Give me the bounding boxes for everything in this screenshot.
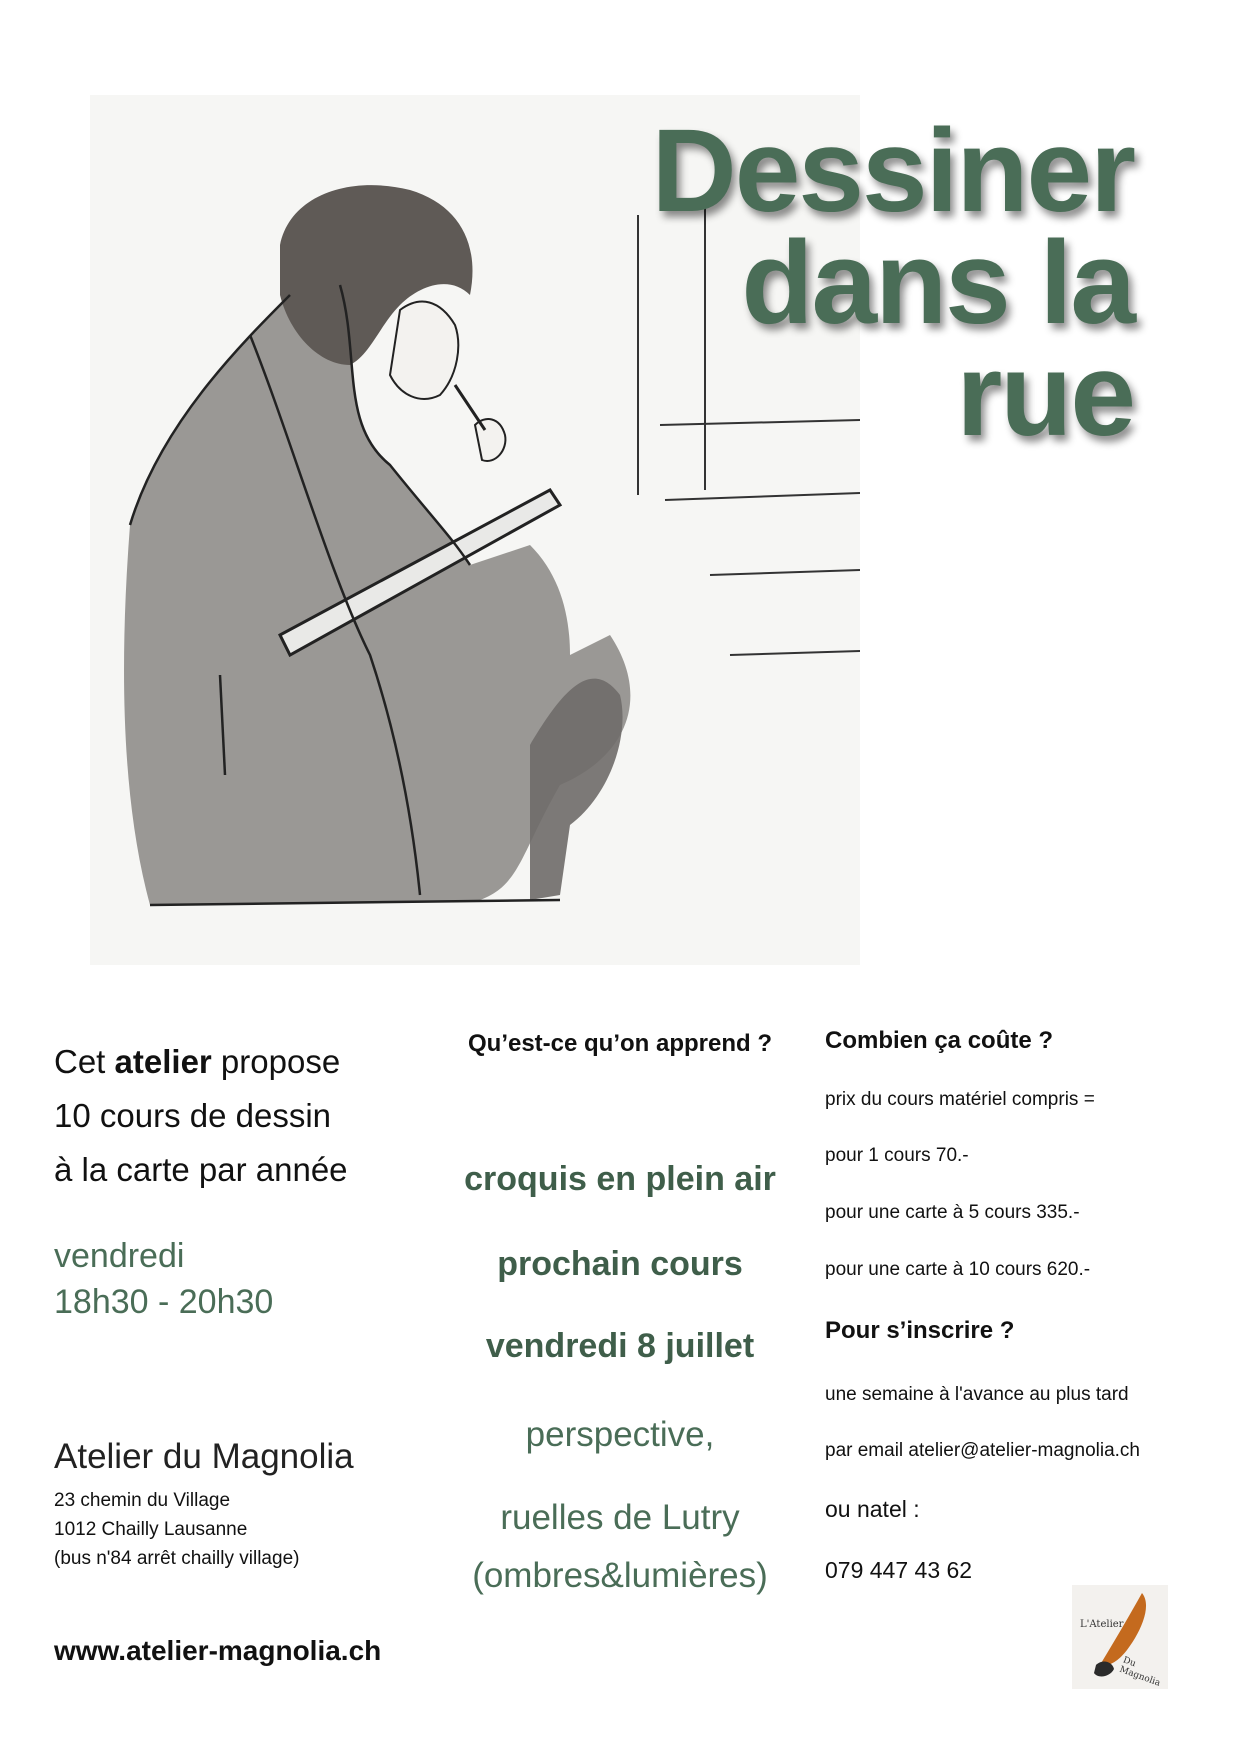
intro-line-3: à la carte par année — [54, 1151, 348, 1188]
pricing-line-4: pour une carte à 10 cours 620.- — [825, 1259, 1091, 1280]
logo-text-1: L'Atelier — [1080, 1619, 1124, 1630]
address-line-1: 23 chemin du Village — [54, 1490, 231, 1511]
signup-heading: Pour s’inscrire ? — [825, 1317, 1015, 1344]
intro-line-1-post: propose — [211, 1043, 341, 1080]
intro-line-1 — [54, 1035, 434, 1089]
intro-text — [54, 1035, 434, 1197]
signup-email[interactable]: par email atelier@atelier-magnolia.ch — [825, 1440, 1140, 1461]
address-line-3: (bus n'84 arrêt chailly village) — [54, 1548, 300, 1569]
logo-text-2: Du Magnolia — [1118, 1655, 1162, 1689]
venue-address — [54, 1486, 299, 1573]
title-line-1: Dessiner — [651, 105, 1134, 237]
title-line-2: dans la — [741, 217, 1134, 349]
signup-line-3: ou natel : — [825, 1496, 920, 1522]
learn-detail-1: perspective, — [525, 1415, 715, 1454]
pricing-line-3: pour une carte à 5 cours 335.- — [825, 1202, 1080, 1223]
title-line-3: rue — [956, 329, 1134, 461]
pricing-heading: Combien ça coûte ? — [825, 1027, 1054, 1054]
learn-detail-2: ruelles de Lutry — [500, 1498, 740, 1537]
website-link[interactable]: www.atelier-magnolia.ch — [54, 1635, 382, 1666]
signup-line-1: une semaine à l'avance au plus tard — [825, 1384, 1129, 1405]
learn-column — [430, 1030, 810, 1595]
schedule-time: 18h30 - 20h30 — [54, 1283, 274, 1321]
intro-line-2: 10 cours de dessin — [54, 1097, 332, 1134]
schedule — [54, 1233, 434, 1325]
address-line-2: 1012 Chailly Lausanne — [54, 1519, 248, 1540]
intro-column — [54, 1035, 434, 1325]
page-title — [651, 105, 1134, 461]
signup-phone[interactable]: 079 447 43 62 — [825, 1557, 973, 1583]
schedule-day: vendredi — [54, 1237, 185, 1275]
atelier-logo — [1072, 1585, 1168, 1689]
learn-detail-3: (ombres&lumières) — [472, 1556, 768, 1595]
pricing-line-2: pour 1 cours 70.- — [825, 1145, 969, 1166]
next-course-date: vendredi 8 juillet — [485, 1327, 755, 1365]
learn-topic: croquis en plein air — [464, 1160, 776, 1198]
venue-name: Atelier du Magnolia — [54, 1437, 354, 1476]
pricing-line-1: prix du cours matériel compris = — [825, 1089, 1095, 1110]
next-course-label: prochain cours — [497, 1245, 743, 1283]
intro-line-1-bold: atelier — [114, 1043, 212, 1080]
learn-heading: Qu’est-ce qu’on apprend ? — [467, 1030, 773, 1057]
intro-line-1-pre: Cet — [54, 1043, 115, 1080]
